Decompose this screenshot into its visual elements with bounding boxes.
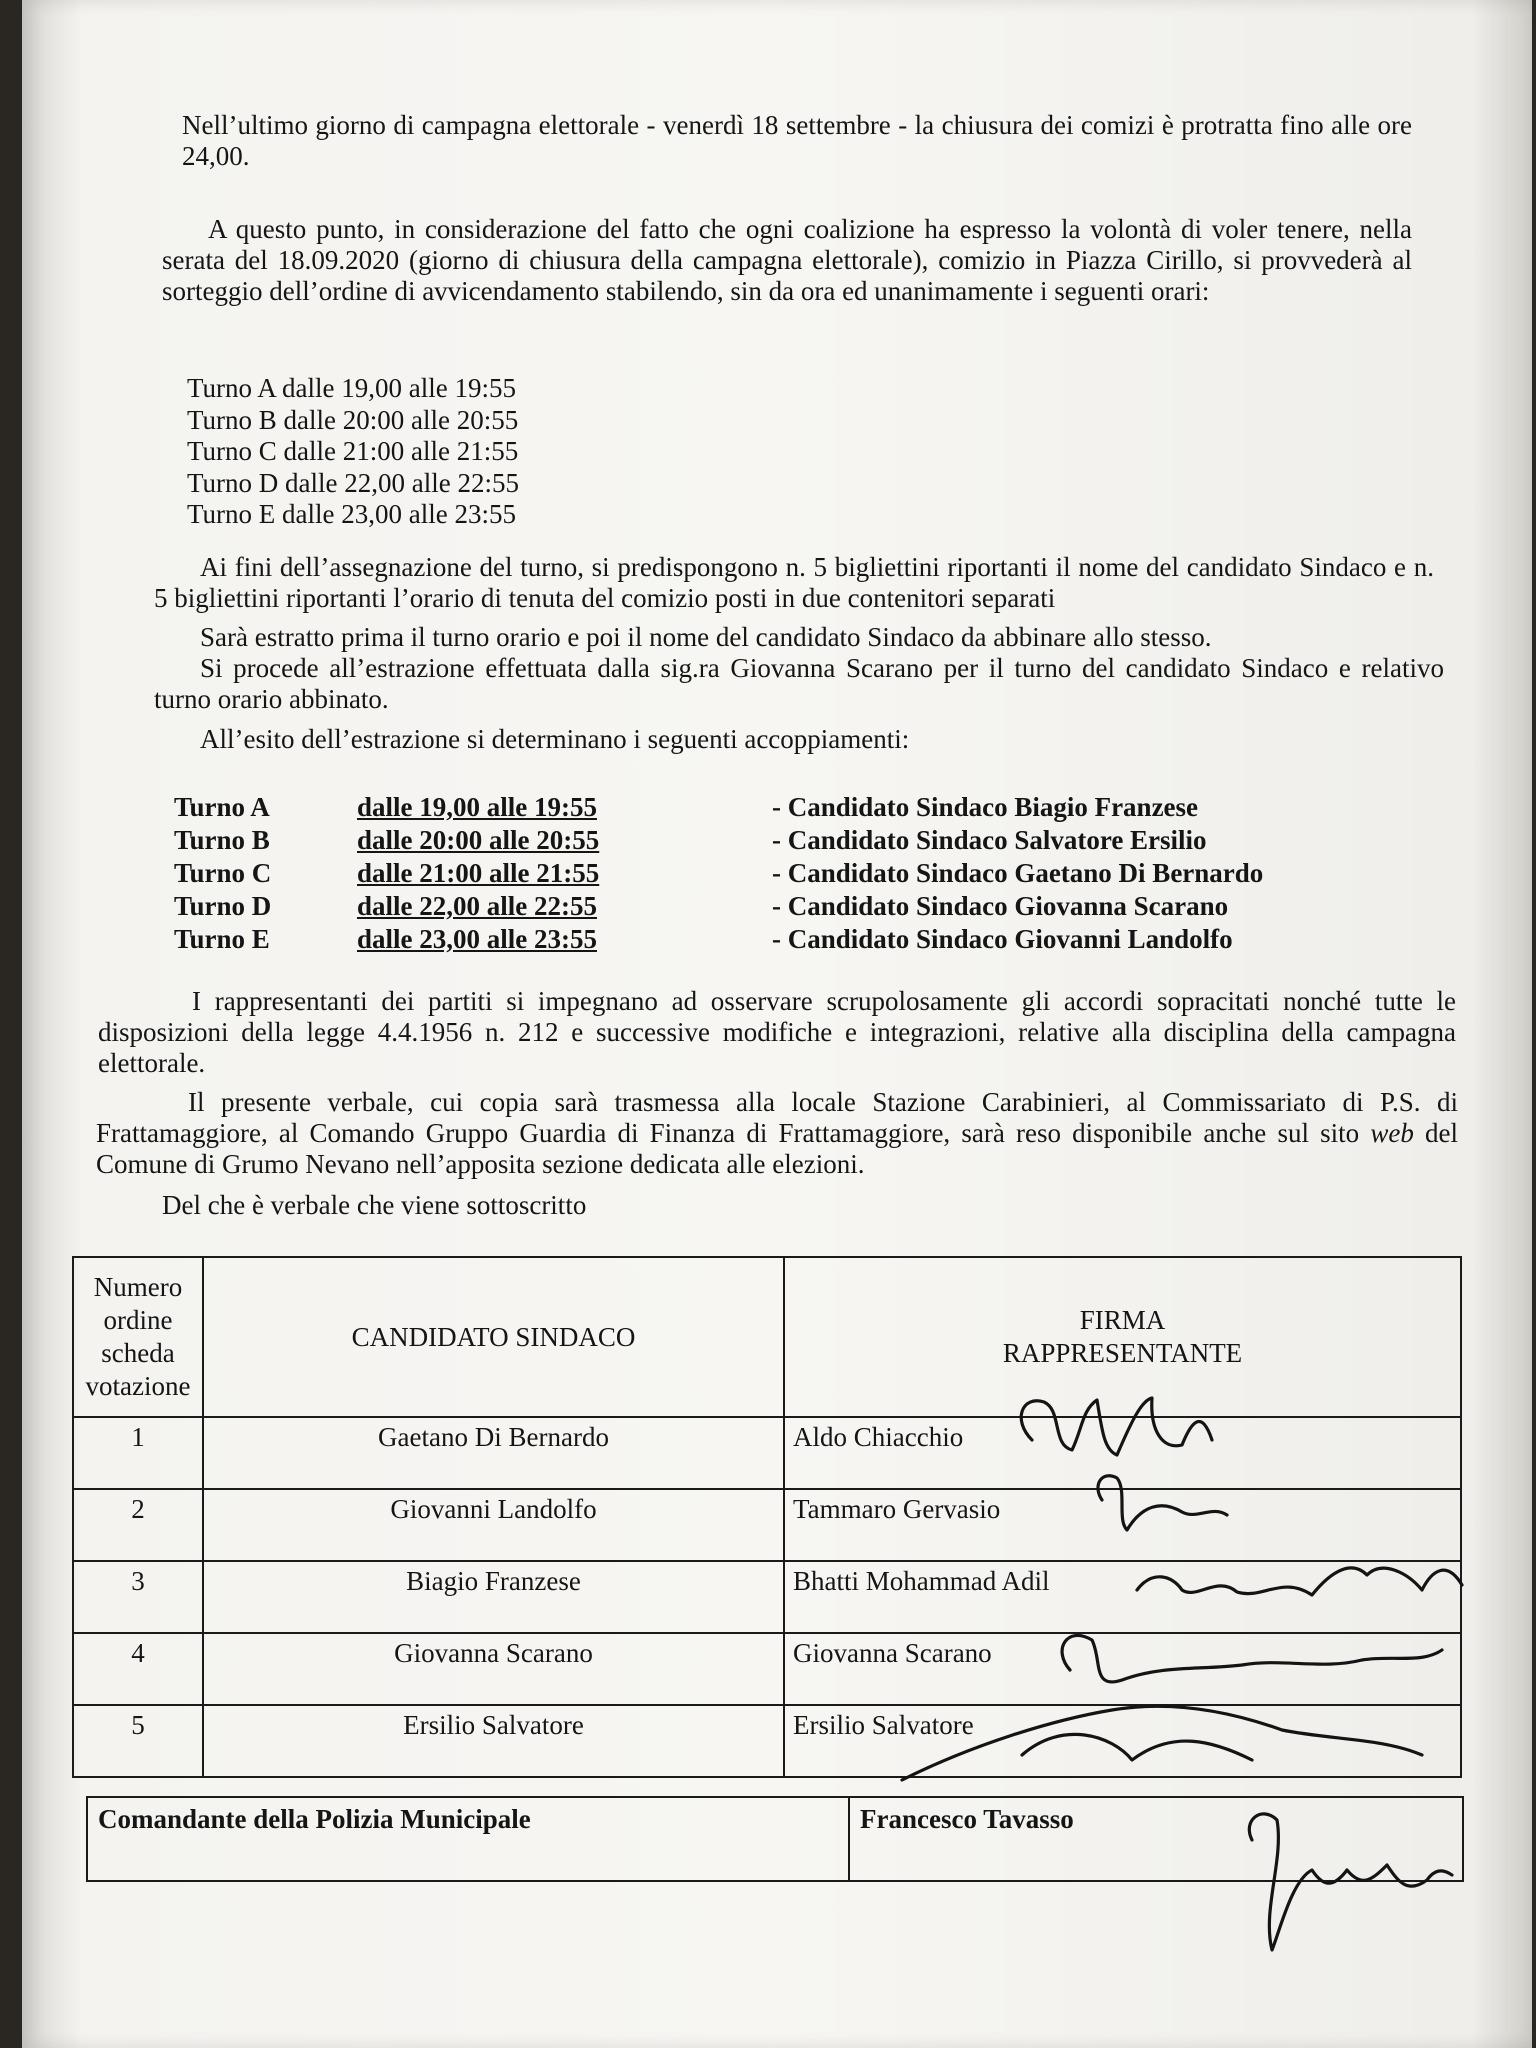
pairing-candidato: - Candidato Sindaco Gaetano Di Bernardo [772, 858, 1264, 888]
pairing-candidato: - Candidato Sindaco Biagio Franzese [772, 792, 1199, 822]
commander-label: Comandante della Polizia Municipale [87, 1797, 849, 1881]
intro-paragraph: Nell’ultimo giorno di campagna elettorale - venerdì 18 settembre - la chiusura dei comizi è protratta fino alle ore 24,00. [182, 110, 1412, 171]
row-candidate: Ersilio Salvatore [203, 1705, 784, 1777]
row-number: 1 [73, 1417, 203, 1489]
web-word: web [1370, 1118, 1414, 1148]
turno-line: Turno A dalle 19,00 alle 19:55 [187, 373, 516, 403]
transmission-text: Il presente verbale, cui copia sarà trasmessa alla locale Stazione Carabinieri, al Commissariato di P.S. di Frattamaggiore, al Comando Gruppo Guardia di Finanza di Frattamaggiore, sarà reso disponibile anche sul sito [96, 1087, 1458, 1148]
pairing-candidato: - Candidato Sindaco Giovanna Scarano [772, 891, 1229, 921]
pairing-orario: dalle 19,00 alle 19:55 [357, 792, 597, 822]
row-number: 5 [73, 1705, 203, 1777]
pairing-orario: dalle 21:00 alle 21:55 [357, 858, 600, 888]
paragraph-tickets: Ai fini dell’assegnazione del turno, si predispongono n. 5 bigliettini riportanti il nome del candidato Sindaco e n. 5 bigliettini riportanti l’orario di tenuta del comizio posti in due contenitori separati [154, 552, 1434, 613]
turno-line: Turno D dalle 22,00 alle 22:55 [187, 467, 519, 498]
document-page [22, 0, 1532, 2048]
paragraph-pairings-intro: All’esito dell’estrazione si determinano i seguenti accoppiamenti: [200, 724, 910, 754]
turno-line: Turno B dalle 20:00 alle 20:55 [187, 404, 519, 435]
paragraph-coalitions: A questo punto, in considerazione del fatto che ogni coalizione ha espresso la volontà di voler tenere, nella serata del 18.09.2020 (giorno di chiusura della campagna elettorale), comizio in Piazza Cirillo, si provvederà al sorteggio dell’ordine di avvicendamento stabilendo, sin da ora ed unanimamente i seguenti orari: [162, 214, 1412, 306]
row-representative: Giovanna Scarano [784, 1633, 1461, 1705]
table-row [73, 1417, 1461, 1489]
row-candidate: Gaetano Di Bernardo [203, 1417, 784, 1489]
pairing-orario: dalle 22,00 alle 22:55 [357, 891, 597, 921]
table-row [73, 1705, 1461, 1777]
paragraph-extraction: Si procede all’estrazione effettuata dalla sig.ra Giovanna Scarano per il turno del candidato Sindaco e relativo turno orario abbinato. [154, 653, 1444, 714]
paragraph-commitment: I rappresentanti dei partiti si impegnano ad osservare scrupolosamente gli accordi sopracitati nonché tutte le disposizioni della legge 4.4.1956 n. 212 e successive modifiche e integrazioni, relative alla disciplina della campagna elettorale. [98, 986, 1456, 1078]
table-row [73, 1633, 1461, 1705]
commander-name: Francesco Tavasso [849, 1797, 1463, 1881]
row-representative: Aldo Chiacchio [784, 1417, 1461, 1489]
pairing-turno: Turno D [174, 891, 272, 921]
row-number: 4 [73, 1633, 203, 1705]
header-firma-rappresentante: FIRMA RAPPRESENTANTE [784, 1257, 1461, 1417]
row-number: 2 [73, 1489, 203, 1561]
pairing-turno: Turno C [174, 858, 272, 888]
paragraph-transmission [96, 1087, 1458, 1180]
turni-list [187, 373, 519, 531]
signature-table [72, 1256, 1462, 1778]
pairing-turno: Turno A [174, 792, 270, 822]
turno-line: Turno C dalle 21:00 alle 21:55 [187, 436, 519, 466]
row-candidate: Giovanna Scarano [203, 1633, 784, 1705]
table-row [73, 1561, 1461, 1633]
pairing-orario: dalle 23,00 alle 23:55 [357, 924, 597, 954]
transmission-text-end: del Comune di Grumo Nevano nell’apposita sezione dedicata alle elezioni. [96, 1118, 1459, 1179]
turno-line: Turno E dalle 23,00 alle 23:55 [187, 499, 516, 529]
row-representative: Tammaro Gervasio [784, 1489, 1461, 1561]
row-candidate: Biagio Franzese [203, 1561, 784, 1633]
row-representative: Bhatti Mohammad Adil [784, 1561, 1461, 1633]
table-header-row [73, 1257, 1461, 1417]
pairing-turno: Turno B [174, 825, 270, 855]
paragraph-extraction-order: Sarà estratto prima il turno orario e poi il nome del candidato Sindaco da abbinare allo stesso. [200, 622, 1212, 652]
table-row [73, 1489, 1461, 1561]
header-numero-ordine: Numero ordine scheda votazione [73, 1257, 203, 1417]
pairing-candidato: - Candidato Sindaco Giovanni Landolfo [772, 924, 1233, 954]
row-representative: Ersilio Salvatore [784, 1705, 1461, 1777]
paragraph-closing: Del che è verbale che viene sottoscritto [162, 1190, 587, 1220]
pairing-orario: dalle 20:00 alle 20:55 [357, 825, 600, 855]
row-candidate: Giovanni Landolfo [203, 1489, 784, 1561]
commander-table [86, 1796, 1464, 1882]
pairing-candidato: - Candidato Sindaco Salvatore Ersilio [772, 825, 1207, 855]
row-number: 3 [73, 1561, 203, 1633]
header-candidato-sindaco: CANDIDATO SINDACO [203, 1257, 784, 1417]
pairing-turno: Turno E [174, 924, 270, 954]
commander-row [87, 1797, 1463, 1881]
